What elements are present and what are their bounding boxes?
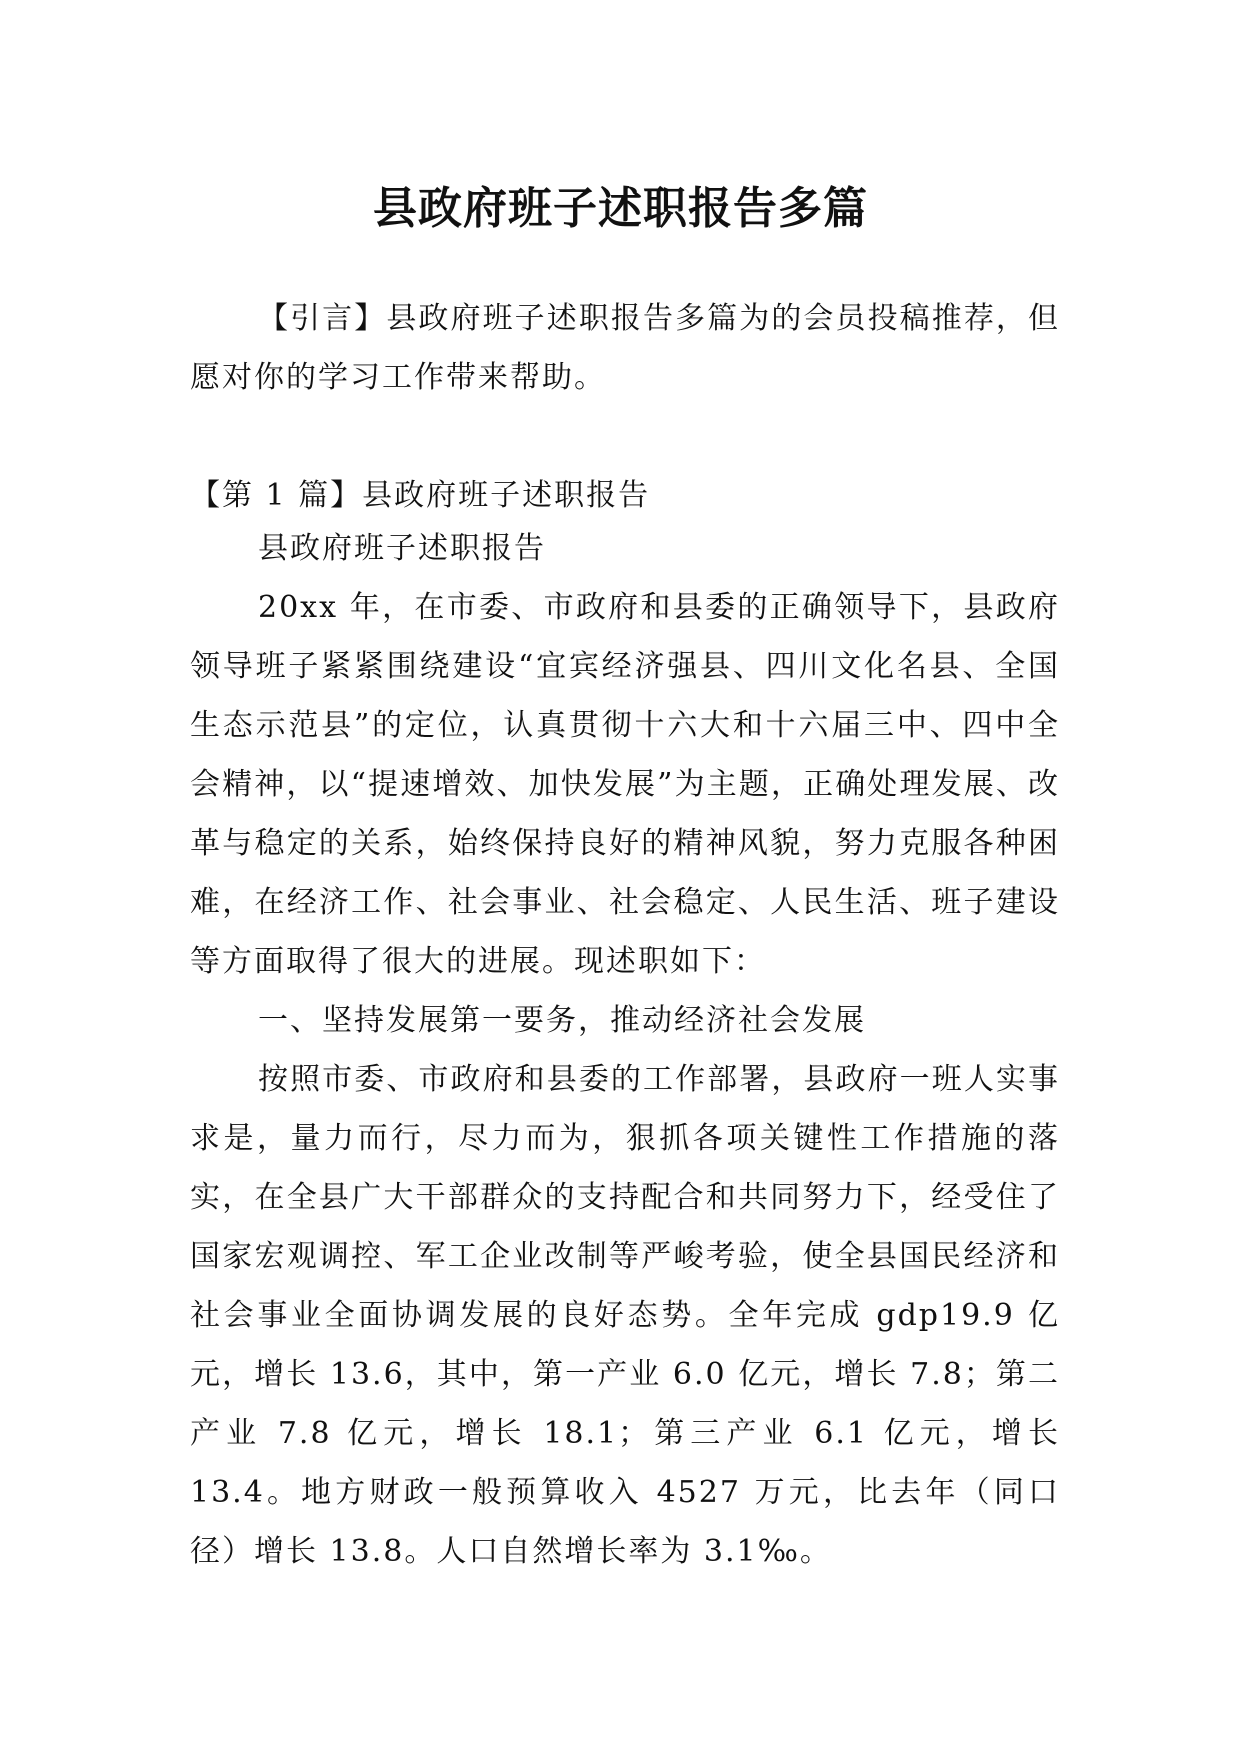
subsection-heading: 一、坚持发展第一要务，推动经济社会发展 — [258, 1003, 866, 1038]
body-paragraph: 20xx 年，在市委、市政府和县委的正确领导下，县政府领导班子紧紧围绕建设“宜宾经济强县、四川文化名县、全国生态示范县”的定位，认真贯彻十六大和十六届三中、四中全会精神，以“提速增效、加快发展”为主题，正确处理发展、改革与稳定的关系，始终保持良好的精神风貌，努力克服各种困难，在经济工作、社会事业、社会稳定、人民生活、班子建设等方面取得了很大的进展。现述职如下： — [190, 590, 1060, 979]
intro-paragraph: 【引言】县政府班子述职报告多篇为的会员投稿推荐，但愿对你的学习工作带来帮助。 — [190, 301, 1060, 395]
report-subtitle: 县政府班子述职报告 — [258, 531, 546, 566]
body-paragraph: 按照市委、市政府和县委的工作部署，县政府一班人实事求是，量力而行，尽力而为，狠抓各项关键性工作措施的落实，在全县广大干部群众的支持配合和共同努力下，经受住了国家宏观调控、军工企业改制等严峻考验，使全县国民经济和社会事业全面协调发展的良好态势。全年完成 gdp19.9 亿元，增长 13.6，其中，第一产业 6.0 亿元，增长 7.8；第二产业 7.8 亿元，增长 18.1；第三产业 6.1 亿元，增长 13.4。地方财政一般预算收入 4527 万元，比去年（同口径）增长 13.8。人口自然增长率为 3.1‰。 — [190, 1062, 1060, 1569]
document-title: 县政府班子述职报告多篇 — [373, 183, 868, 235]
section-heading: 【第 1 篇】县政府班子述职报告 — [190, 478, 651, 513]
section-body — [190, 519, 1060, 1581]
